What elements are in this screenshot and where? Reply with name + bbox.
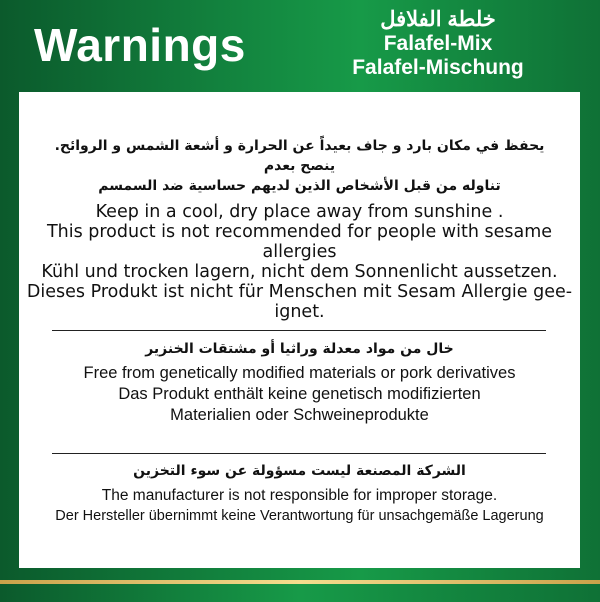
product-name-english: Falafel-Mix [383,32,493,55]
storage-warning-english-line-1: Keep in a cool, dry place away from sunshine . [95,202,504,222]
gmo-warning-section [19,339,580,426]
product-name-arabic: خلطة الفلافل [380,8,496,31]
product-name [328,8,548,80]
warnings-content-box [19,92,580,568]
gmo-warning-english: Free from genetically modified materials or pork derivatives [83,364,516,382]
product-name-german: Falafel-Mischung [352,56,524,79]
liability-warning-arabic: الشركة المصنعة ليست مسؤولة عن سوء التخزين [133,463,466,479]
liability-warning-english: The manufacturer is not responsible for improper storage. [101,487,498,504]
storage-warning-section [19,136,580,322]
header-bar [0,0,600,92]
gmo-warning-arabic: خال من مواد معدلة وراثيا أو مشتقات الخنزير [145,341,454,357]
gmo-warning-german: Das Produkt enthält keine genetisch modifizierten Materialien oder Schweineprodukte [118,385,481,424]
page-title: Warnings [34,19,246,71]
liability-warning-section [19,461,580,527]
storage-warning-arabic-line-1: يحفظ في مكان بارد و جاف بعيداً عن الحرارة و أشعة الشمس و الروائح. ينصح بعدم [54,138,545,174]
section-divider [52,453,546,454]
liability-warning-german: Der Hersteller übernimmt keine Verantwortung für unsachgemäße Lagerung [55,508,544,524]
footer-green-band [0,584,600,602]
storage-warning-german-line-1: Kühl und trocken lagern, nicht dem Sonnenlicht aussetzen. [41,262,558,282]
section-divider [52,330,546,331]
storage-warning-english-line-2: This product is not recommended for people with sesame allergies [46,222,553,262]
storage-warning-arabic-line-2: تناوله من قبل الأشخاص الذين لديهم حساسية ضد السمسم [98,178,501,194]
storage-warning-german-line-2: Dieses Produkt ist nicht für Menschen mit Sesam Allergie gee-ignet. [26,282,573,322]
